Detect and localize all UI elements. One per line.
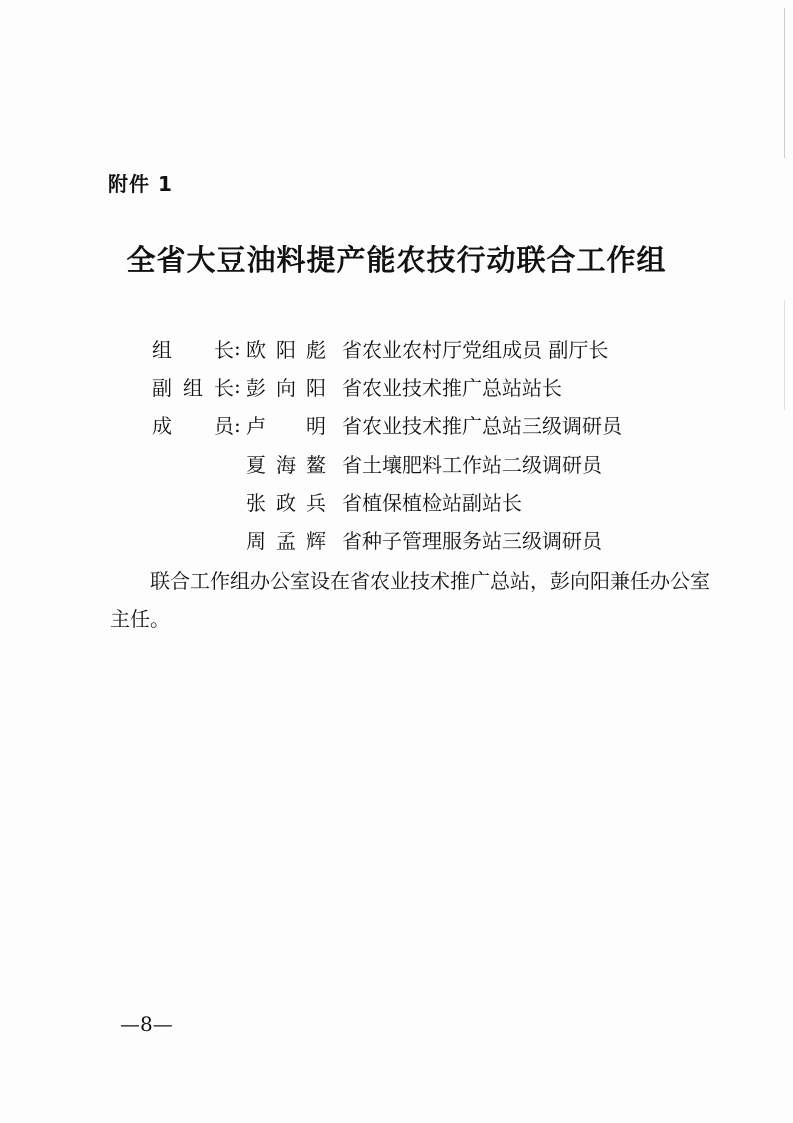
member-list xyxy=(152,329,712,559)
member-position: 省农业技术推广总站站长 xyxy=(342,375,562,400)
attachment-label: 附件 1 xyxy=(108,172,173,196)
member-role: 成员 xyxy=(152,414,234,439)
member-name: 夏海鳌 xyxy=(246,452,326,477)
member-name: 周孟辉 xyxy=(246,529,326,554)
member-row xyxy=(152,482,712,520)
member-position: 省农业农村厅党组成员 副厅长 xyxy=(342,337,609,362)
role-colon: : xyxy=(234,412,241,437)
member-row xyxy=(152,329,712,367)
member-position: 省农业技术推广总站三级调研员 xyxy=(342,414,622,439)
member-row xyxy=(152,444,712,482)
role-colon: : xyxy=(234,336,241,361)
member-position: 省种子管理服务站三级调研员 xyxy=(342,529,602,554)
role-colon: : xyxy=(234,374,241,399)
member-position: 省植保植检站副站长 xyxy=(342,490,522,515)
member-row xyxy=(152,520,712,558)
member-name: 卢明 xyxy=(246,414,326,439)
office-note: 联合工作组办公室设在省农业技术推广总站，彭向阳兼任办公室主任。 xyxy=(110,569,710,631)
member-row xyxy=(152,367,712,405)
scan-edge-line xyxy=(784,8,785,158)
member-position: 省土壤肥料工作站二级调研员 xyxy=(342,452,602,477)
scan-edge-line xyxy=(784,300,785,410)
member-row xyxy=(152,406,712,444)
document-title: 全省大豆油料提产能农技行动联合工作组 xyxy=(126,243,667,277)
member-name: 张政兵 xyxy=(246,490,326,515)
member-name: 彭向阳 xyxy=(246,375,326,400)
member-name: 欧阳彪 xyxy=(246,337,326,362)
member-role: 副组长 xyxy=(152,375,234,400)
page-number: —8— xyxy=(120,1012,173,1036)
member-role: 组长 xyxy=(152,337,234,362)
